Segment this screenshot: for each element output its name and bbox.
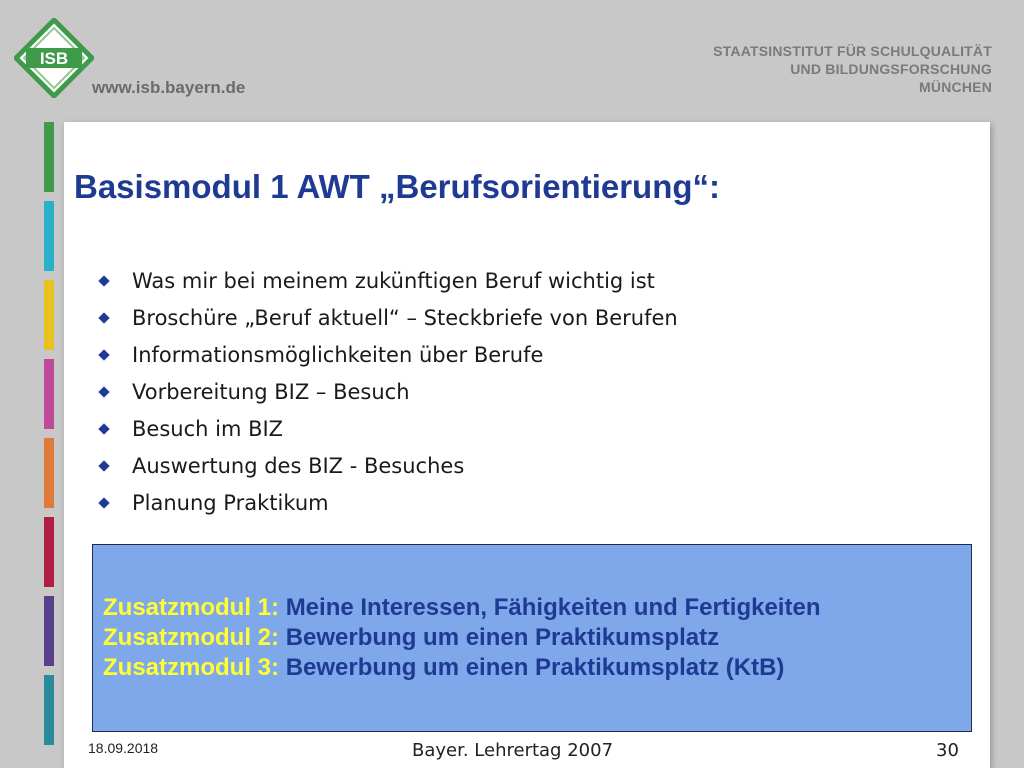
zusatzmodul-line [103,653,820,683]
bullet-text: Was mir bei meinem zukünftigen Beruf wichtig ist [132,268,655,293]
zusatzmodul-label: Zusatzmodul 3: [103,654,280,681]
footer-date: 18.09.2018 [88,740,159,756]
diamond-bullet-icon [98,423,109,434]
diamond-bullet-icon [98,497,109,508]
color-bar [44,438,54,508]
institute-line: UND BILDUNGSFORSCHUNG [790,61,992,77]
diamond-bullet-icon [98,349,109,360]
bullet-text: Broschüre „Beruf aktuell“ – Steckbriefe von Berufen [132,305,678,330]
zusatzmodul-text: Bewerbung um einen Praktikumsplatz [285,624,720,651]
institute-name [713,42,992,96]
institute-line: MÜNCHEN [919,79,992,95]
zusatzmodul-label: Zusatzmodul 2: [103,624,280,651]
color-bar [44,122,54,192]
bullet-text: Auswertung des BIZ - Besuches [132,453,465,478]
zusatzmodul-text: Bewerbung um einen Praktikumsplatz (KtB) [285,654,785,681]
zusatzmodul-label: Zusatzmodul 1: [103,594,280,621]
diamond-bullet-icon [98,312,109,323]
bullet-text: Informationsmöglichkeiten über Berufe [132,342,544,367]
isb-logo [14,18,94,98]
bullet-text: Planung Praktikum [132,490,329,515]
footer-event: Bayer. Lehrertag 2007 [412,740,614,761]
bullet-text: Vorbereitung BIZ – Besuch [132,379,410,404]
zusatzmodul-list [103,593,820,683]
color-bar [44,201,54,271]
bullet-item [94,262,678,299]
bullet-list [94,262,678,521]
bullet-text: Besuch im BIZ [132,416,284,441]
color-bar [44,675,54,745]
diamond-bullet-icon [98,386,109,397]
color-bar [44,280,54,350]
bullet-item [94,373,678,410]
bullet-item [94,484,678,521]
slide-content [64,122,990,768]
institute-line: STAATSINSTITUT FÜR SCHULQUALITÄT [713,43,992,59]
zusatzmodul-box [92,544,972,732]
bullet-item [94,299,678,336]
zusatzmodul-line [103,593,820,623]
diamond-bullet-icon [98,460,109,471]
slide-title: Basismodul 1 AWT „Berufsorientierung“: [74,168,721,205]
bullet-item [94,336,678,373]
color-bar [44,517,54,587]
diamond-bullet-icon [98,275,109,286]
bullet-item [94,410,678,447]
color-bar [44,596,54,666]
page-number: 30 [936,740,959,761]
bullet-item [94,447,678,484]
zusatzmodul-line [103,623,820,653]
color-bar [44,359,54,429]
zusatzmodul-text: Meine Interessen, Fähigkeiten und Fertigkeiten [285,594,821,621]
site-url: www.isb.bayern.de [92,78,246,97]
side-color-bars [44,122,58,754]
logo-text: ISB [39,49,69,68]
